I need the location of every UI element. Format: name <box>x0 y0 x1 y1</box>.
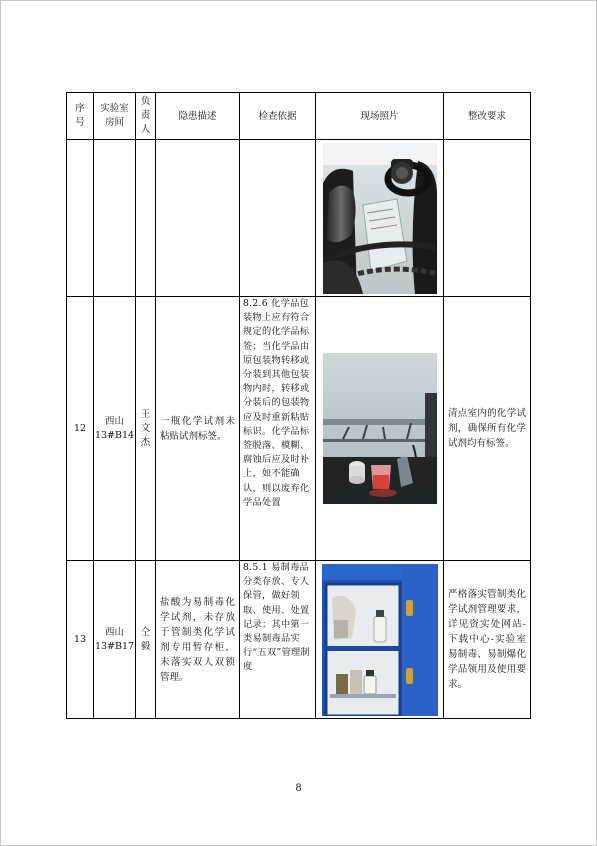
row-requirement: 严格落实管制类化学试剂管理要求，详见资实处网站-下载中心-实验室易制毒、易制爆化学品领用及使用要求。 <box>444 561 531 719</box>
header-row <box>67 93 531 140</box>
room-number: 13#B17 <box>94 640 135 652</box>
header-index-line-1: 序 <box>75 103 85 114</box>
row-requirement: 清点室内的化学试剂，确保所有化学试剂均有标签。 <box>444 297 531 561</box>
room-building: 西山 <box>104 626 124 638</box>
row-hazard: 一瓶化学试剂未粘贴试剂标签。 <box>156 297 240 561</box>
row-room <box>94 140 136 297</box>
header-requirement: 整改要求 <box>444 93 531 140</box>
row-person <box>136 140 156 297</box>
header-person-line-2: 责 <box>140 110 151 121</box>
row-requirement <box>444 140 531 297</box>
header-hazard: 隐患描述 <box>156 93 240 140</box>
header-room-line-2: 房间 <box>104 117 124 128</box>
row-index <box>67 140 94 297</box>
header-person-line-1: 负 <box>140 96 151 107</box>
person-char-1: 仝 <box>140 626 151 638</box>
header-room-line-1: 实验室 <box>100 103 129 114</box>
gas-cylinder-clamp-photo <box>323 143 437 294</box>
header-index <box>67 93 94 140</box>
photo-cell <box>316 297 444 561</box>
person-char-1: 王 <box>140 408 151 420</box>
row-person <box>136 561 156 719</box>
room-number: 13#B14 <box>94 429 135 441</box>
header-person-line-3: 人 <box>140 124 151 135</box>
person-char-2: 文 <box>140 422 151 434</box>
photo-cell <box>316 561 444 719</box>
hazard-rectification-table <box>66 92 531 719</box>
fume-hood-red-liquid-beaker-photo <box>323 353 437 504</box>
header-room <box>94 93 136 140</box>
room-building: 西山 <box>104 415 124 427</box>
person-char-3: 杰 <box>140 436 151 448</box>
page-number: 8 <box>295 783 302 794</box>
row-basis <box>240 140 316 297</box>
photo-cell <box>316 140 444 297</box>
table-row <box>67 140 531 297</box>
header-photo: 现场照片 <box>316 93 444 140</box>
blue-reagent-cabinet-photo <box>322 564 438 716</box>
table-row <box>67 561 531 719</box>
row-room <box>94 561 136 719</box>
person-char-2: 毅 <box>140 640 151 652</box>
row-hazard: 盐酸为易制毒化学试剂，未存放于管制类化学试剂专用暂存柜，未落实双人双锁管理。 <box>156 561 240 719</box>
table-row <box>67 297 531 561</box>
row-hazard <box>156 140 240 297</box>
row-index: 13 <box>67 561 94 719</box>
row-basis: 8.2.6 化学品包装物上应有符合规定的化学品标签；当化学品由原包装物转移或分装到其他包装物内时，转移或分装后的包装物应及时重新粘贴标识。化学品标签脱落、模糊、腐蚀后应及时补上，如不能确认，则以废弃化学品处置 <box>240 297 316 561</box>
row-room <box>94 297 136 561</box>
header-person <box>136 93 156 140</box>
row-basis: 8.5.1 易制毒品分类存放、专人保管，做好领取、使用、处置记录；其中第一类易制毒品实行“五双”管理制度 <box>240 561 316 719</box>
header-index-line-2: 号 <box>75 117 85 128</box>
row-index: 12 <box>67 297 94 561</box>
row-person <box>136 297 156 561</box>
header-basis: 检查依据 <box>240 93 316 140</box>
